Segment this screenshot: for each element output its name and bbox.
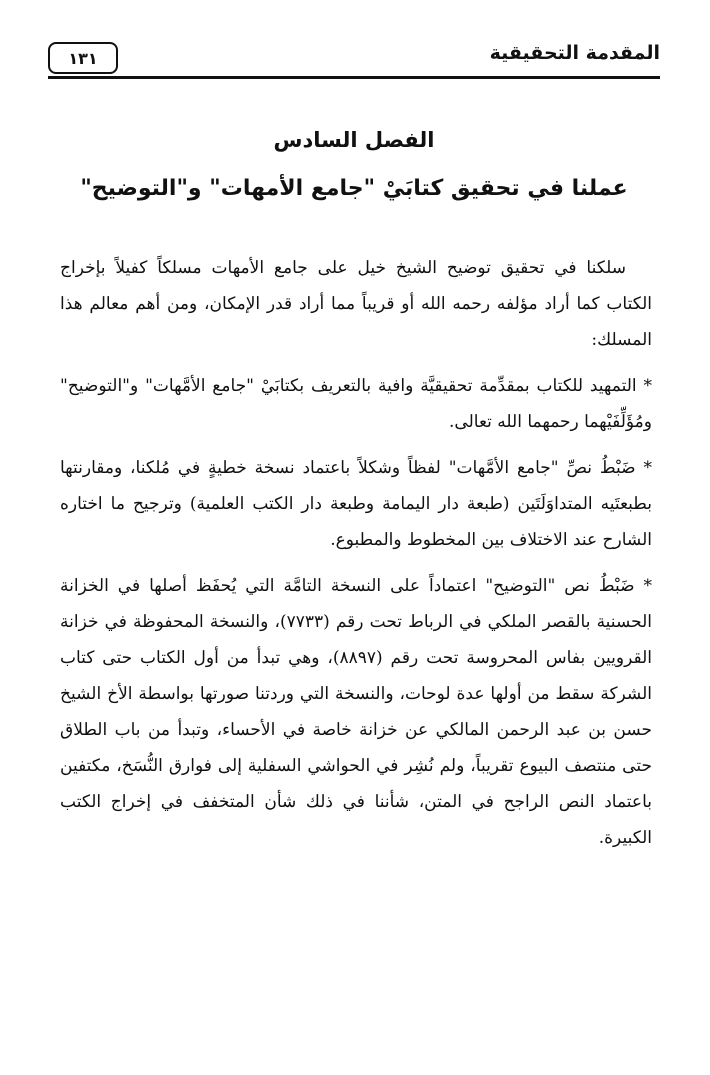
- header-rule: [48, 76, 660, 79]
- running-header-title: المقدمة التحقيقية: [489, 42, 660, 64]
- chapter-subtitle: عملنا في تحقيق كتابَيْ "جامع الأمهات" و"التوضيح": [80, 176, 628, 201]
- bullet-paragraph-jami-text: * ضَبْطُ نصِّ "جامع الأمَّهات" لفظاً وشكلاً باعتماد نسخة خطيةٍ في مُلكنا، ومقارنتها بطبعتَيه المتداوَلَتَين (طبعة دار اليمامة وطبعة دار الكتب العلمية) وترجيح ما اختاره الشارح عند الاختلاف بين المخطوط والمطبوع.: [60, 458, 652, 550]
- body-text: [60, 250, 652, 866]
- page-header: [48, 36, 660, 80]
- chapter-title: الفصل السادس: [273, 128, 435, 152]
- bullet-paragraph-tawdih-text: * ضَبْطُ نص "التوضيح" اعتماداً على النسخة التامَّة التي يُحفَظ أصلها في الخزانة الحسنية بالقصر الملكي في الرباط تحت رقم (٧٧٣٣)، والنسخة المحفوظة في خزانة القرويين بفاس المحروسة تحت رقم (٨٨٩٧)، وهي تبدأ من أول الكتاب حتى كتاب الشركة سقط من أولها عدة لوحات، والنسخة التي وردتنا صورتها بواسطة الأخ الشيخ حسن بن عبد الرحمن المالكي عن خزانة خاصة في الأحساء، وتبدأ من باب الطلاق حتى منتصف البيوع تقريباً، ولم نُشِر في الحواشي السفلية إلى فوارق النُّسَخ، مكتفين باعتماد النص الراجح في المتن، شأننا في ذلك شأن المتخفف في إخراج الكتب الكبيرة.: [60, 576, 652, 848]
- intro-paragraph: سلكنا في تحقيق توضيح الشيخ خيل على جامع الأمهات مسلكاً كفيلاً بإخراج الكتاب كما أراد مؤلفه رحمه الله أو قريباً مما أراد قدر الإمكان، ومن أهم معالم هذا المسلك:: [60, 258, 652, 350]
- bullet-paragraph-introduction: * التمهيد للكتاب بمقدِّمة تحقيقيَّة وافية بالتعريف بكتابَيْ "جامع الأمَّهات" و"التوضيح" ومُؤَلِّفَيْهما رحمهما الله تعالى.: [60, 376, 652, 432]
- page-number: ١٣١: [68, 48, 98, 68]
- page-number-box: [48, 42, 118, 74]
